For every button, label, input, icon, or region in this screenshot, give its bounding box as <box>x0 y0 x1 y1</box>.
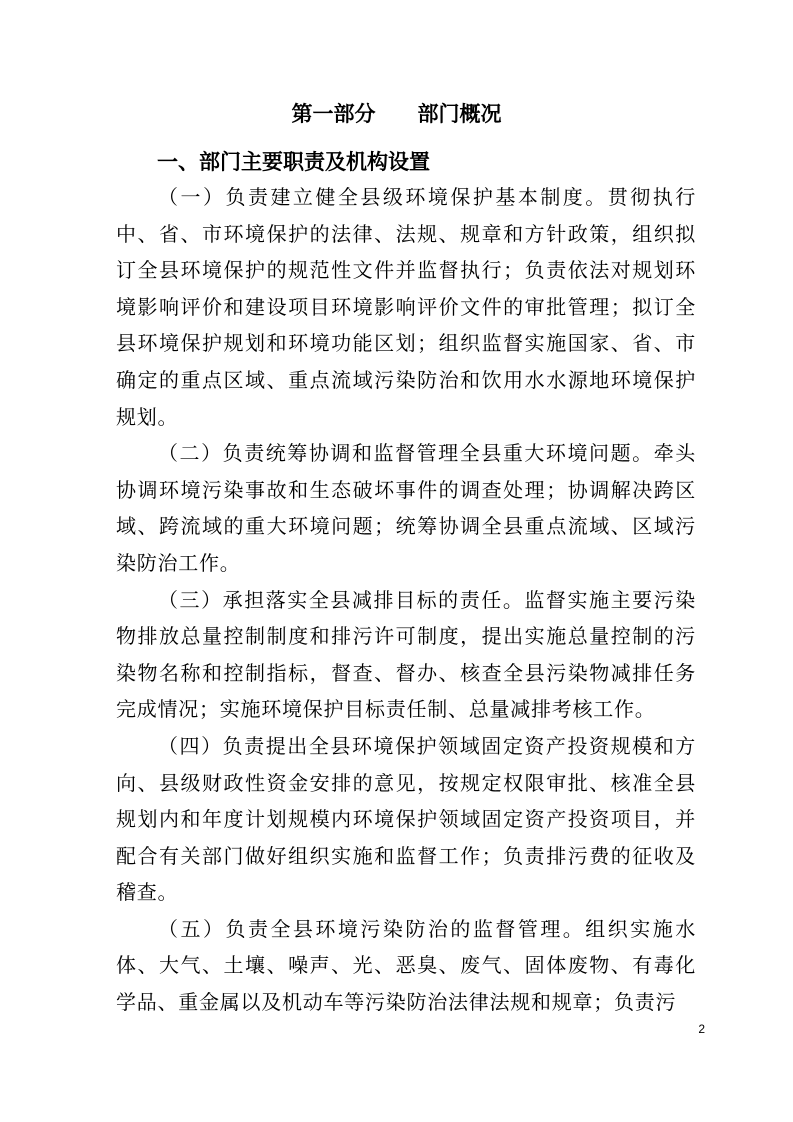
paragraph-3: （三）承担落实全县减排目标的责任。监督实施主要污染物排放总量控制制度和排污许可制度，提出实施总量控制的污染物名称和控制指标，督查、督办、核查全县污染物减排任务完成情况；实施环境保护目标责任制、总量减排考核工作。 <box>116 587 696 722</box>
paragraph-1: （一）负责建立健全县级环境保护基本制度。贯彻执行中、省、市环境保护的法律、法规、规章和方针政策，组织拟订全县环境保护的规范性文件并监督执行；负责依法对规划环境影响评价和建设项目环境影响评价文件的审批管理；拟订全县环境保护规划和环境功能区划；组织监督实施国家、省、市确定的重点区域、重点流域污染防治和饮用水水源地环境保护规划。 <box>116 185 696 429</box>
document-body <box>116 179 696 1021</box>
paragraph-4: （四）负责提出全县环境保护领域固定资产投资规模和方向、县级财政性资金安排的意见，按规定权限审批、核准全县规划内和年度计划规模内环境保护领域固定资产投资项目，并配合有关部门做好组织实施和监督工作；负责排污费的征收及稽查。 <box>116 733 696 905</box>
paragraph-2: （二）负责统筹协调和监督管理全县重大环境问题。牵头协调环境污染事故和生态破坏事件的调查处理；协调解决跨区域、跨流域的重大环境问题；统筹协调全县重点流域、区域污染防治工作。 <box>116 441 696 575</box>
paragraph-5: （五）负责全县环境污染防治的监督管理。组织实施水体、大气、土壤、噪声、光、恶臭、废气、固体废物、有毒化学品、重金属以及机动车等污染防治法律法规和规章；负责污 <box>116 916 696 1015</box>
page-number: 2 <box>698 1022 705 1036</box>
part-title: 第一部分 部门概况 <box>291 102 502 126</box>
section-heading: 一、部门主要职责及机构设置 <box>157 150 430 174</box>
